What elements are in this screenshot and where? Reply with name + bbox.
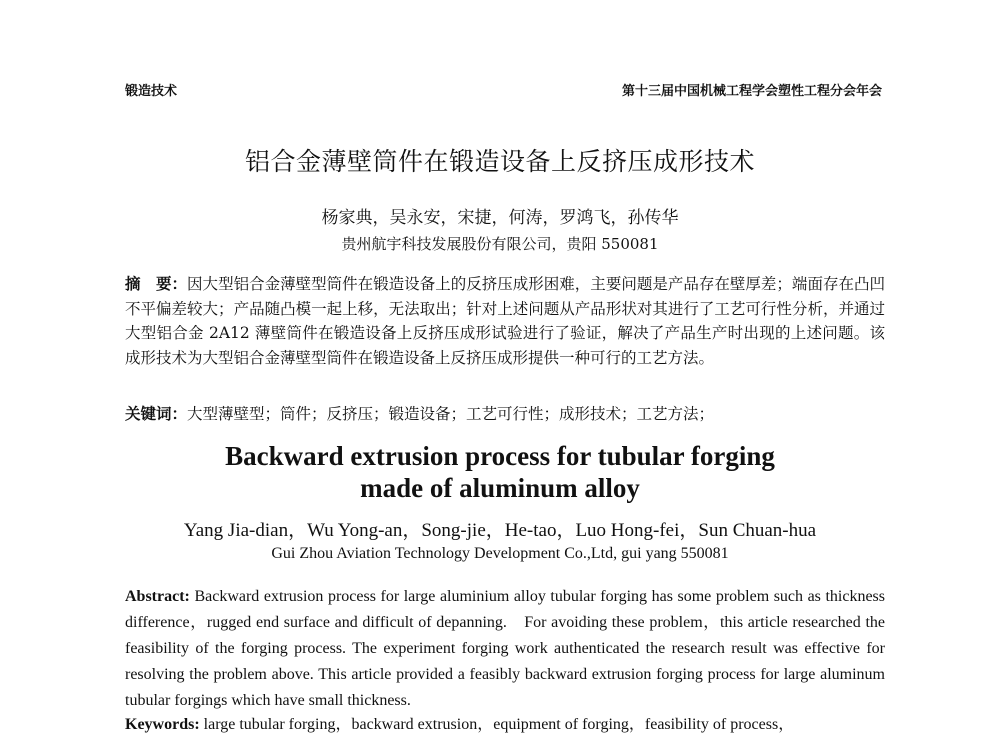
english-keywords-text: large tubular forging，backward extrusion，equipment of forging，feasibility of process， xyxy=(203,716,795,733)
chinese-title: 铝合金薄壁筒件在锻造设备上反挤压成形技术 xyxy=(244,147,755,176)
english-keywords-label: Keywords: xyxy=(125,716,200,733)
english-abstract xyxy=(125,584,885,714)
chinese-abstract xyxy=(125,272,885,370)
chinese-keywords-label: 关键词： xyxy=(125,404,188,423)
chinese-abstract-text: 因大型铝合金薄壁型筒件在锻造设备上的反挤压成形困难，主要问题是产品存在壁厚差；端面存在凸凹不平偏差较大；产品随凸模一起上移，无法取出；针对上述问题从产品形状对其进行了工艺可行性分析，并通过大型铝合金 2A12 薄壁筒件在锻造设备上反挤压成形试验进行了验证，解决了产品生产时出现的上述问题。该成形技术为大型铝合金薄壁型筒件在锻造设备上反挤压成形提供一种可行的工艺方法。 xyxy=(125,275,885,367)
english-abstract-text: Backward extrusion process for large aluminium alloy tubular forging has some problem such as thickness difference，rugged end surface and difficult of depanning. For avoiding these problem，this article researched the feasibility of the forging process. The experiment forging work authenticated the research result was effective for resolving the problem above. This article provided a feasibly backward extrusion forging process for large aluminum tubular forgings which have small thickness. xyxy=(125,588,886,709)
english-authors: Yang Jia-dian，Wu Yong-an，Song-jie，He-tao，Luo Hong-fei，Sun Chuan-hua xyxy=(183,520,817,541)
chinese-affiliation: 贵州航宇科技发展股份有限公司，贵阳 550081 xyxy=(341,235,659,253)
english-keywords xyxy=(125,712,885,738)
running-header-right: 第十三届中国机械工程学会塑性工程分会年会 xyxy=(621,84,882,99)
english-title-line-1: Backward extrusion process for tubular forging xyxy=(225,441,775,471)
english-abstract-label: Abstract: xyxy=(125,588,190,605)
english-title xyxy=(0,440,1000,504)
running-header-left: 锻造技术 xyxy=(125,84,178,99)
english-affiliation: Gui Zhou Aviation Technology Development Co.,Ltd, gui yang 550081 xyxy=(271,545,729,562)
chinese-keywords xyxy=(125,402,885,426)
chinese-keywords-text: 大型薄壁型；筒件；反挤压；锻造设备；工艺可行性；成形技术；工艺方法； xyxy=(187,405,715,423)
chinese-authors: 杨家典，吴永安，宋捷，何涛，罗鸿飞，孙传华 xyxy=(321,208,679,228)
chinese-abstract-label: 摘 要： xyxy=(125,274,188,293)
english-title-line-2: made of aluminum alloy xyxy=(360,473,640,503)
